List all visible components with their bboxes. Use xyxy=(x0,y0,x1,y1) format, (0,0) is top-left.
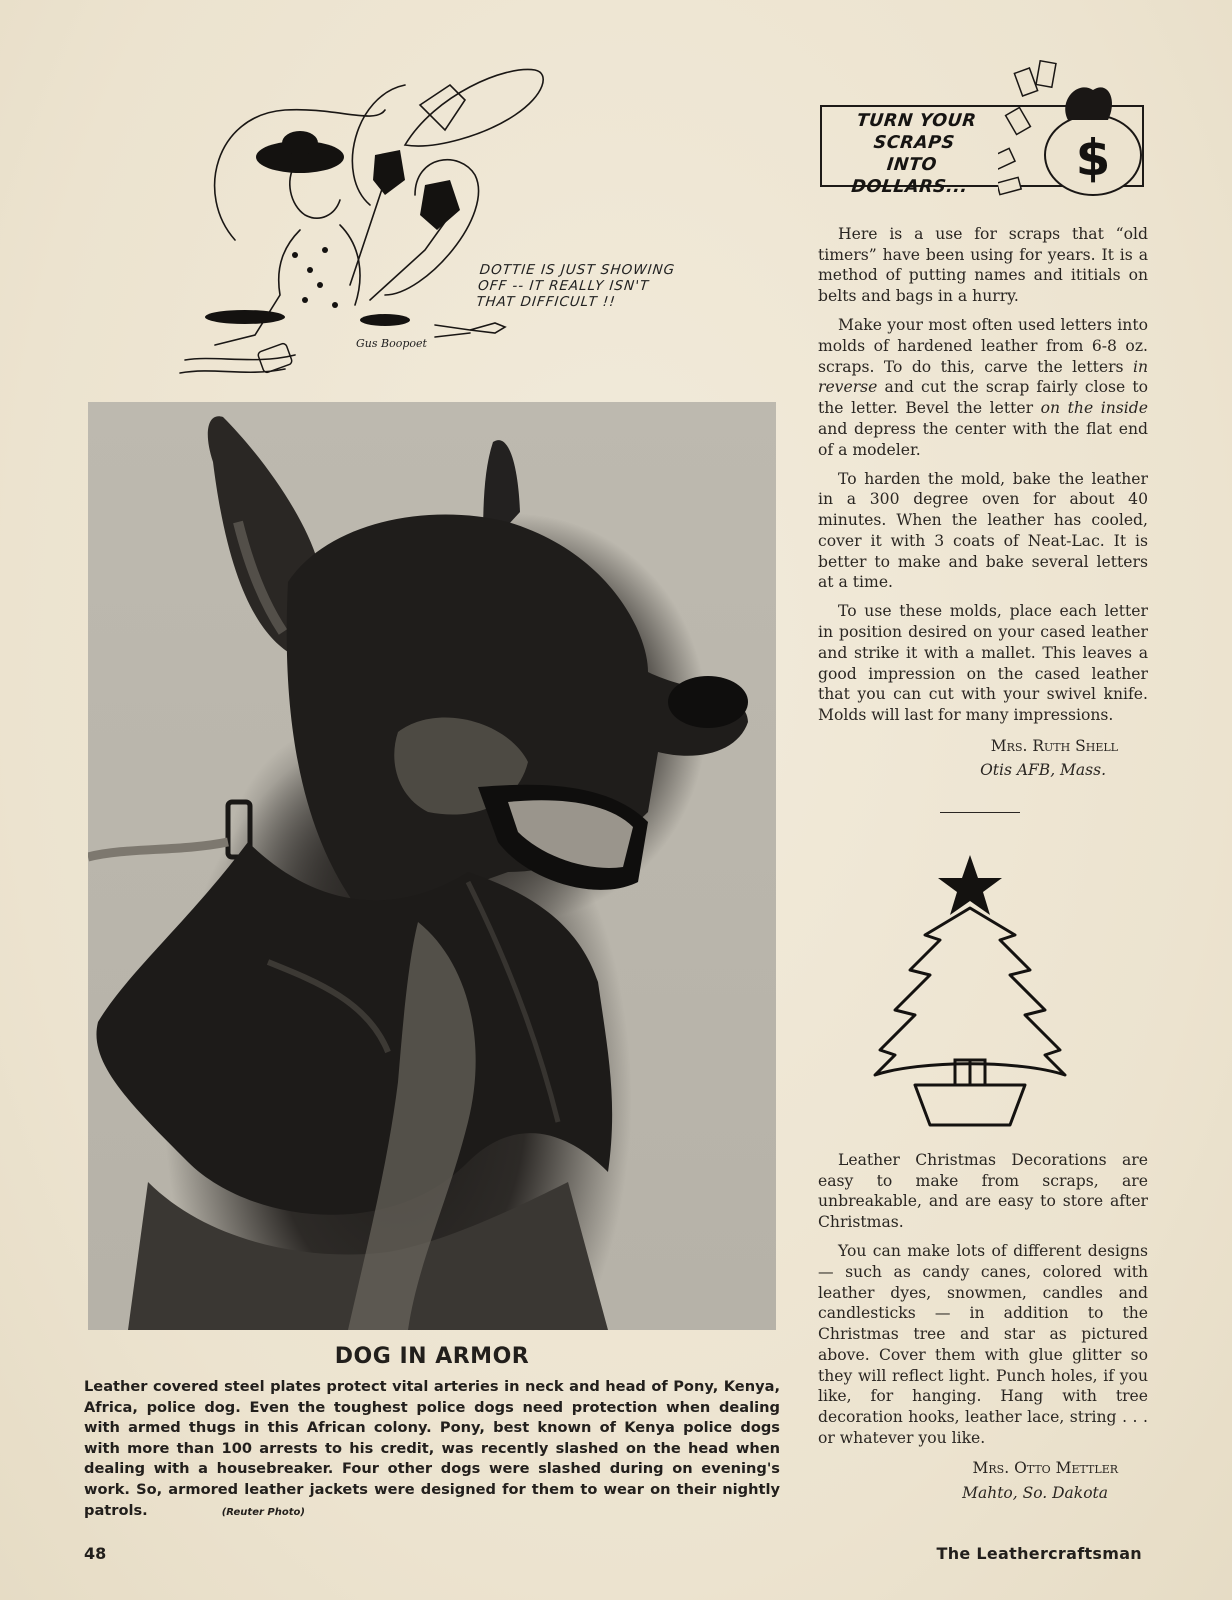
cartoon-caption xyxy=(475,262,720,310)
page-number: 48 xyxy=(84,1544,107,1563)
italic-run: on the inside xyxy=(1040,399,1148,418)
star-icon xyxy=(938,855,1002,915)
article-paragraph: To use these molds, place each letter in position desired on your cased leather and strike it with a mallet. This leaves a good impression on the cased leather that you can cut with your swivel knife. Molds will last for many impressions. xyxy=(818,602,1148,724)
author-name: Mrs. Otto Mettler xyxy=(972,1459,1118,1478)
article-paragraph: Here is a use for scraps that “old timers” have been using for years. It is a method of putting names and ititials on belts and bags in a hurry. xyxy=(818,225,1148,306)
text-run: Make your most often used letters into molds of hardened leather from 6-8 oz. scraps. To do this, carve the letters xyxy=(818,316,1148,376)
text-run: and depress the center with the flat end of a modeler. xyxy=(818,419,1148,459)
cartoon-caption-line: OFF -- IT REALLY ISN'T xyxy=(477,278,650,294)
banner-title xyxy=(823,110,1002,198)
dog-photo xyxy=(88,402,776,1330)
cowgirl-cartoon-icon xyxy=(175,55,735,385)
photo-credit: (Reuter Photo) xyxy=(221,1506,305,1518)
author-name: Mrs. Ruth Shell xyxy=(990,736,1118,755)
article-paragraph: Leather Christmas Decorations are easy to make from scraps, are unbreakable, and are easy to store after Christmas. xyxy=(818,1151,1148,1232)
scraps-banner xyxy=(818,60,1148,200)
svg-text:$: $ xyxy=(1075,129,1111,187)
scraps-article xyxy=(818,224,1148,781)
christmas-article xyxy=(818,1150,1148,1504)
magazine-title: The Leathercraftsman xyxy=(936,1544,1142,1563)
cartoon-caption-line: THAT DIFFICULT !! xyxy=(475,294,617,310)
cartoon-illustration xyxy=(175,55,735,385)
article-paragraph: You can make lots of different designs — such as candy canes, colored with leather dyes, snowmen, candles and candlesticks — in addition to the Christmas tree and star as pictured above. Cover them with glue glitter so they will reflect light. Punch holes, if you like, for hanging. Hang with tree decoration hooks, leather lace, string . . . or whatever you like. xyxy=(818,1242,1148,1447)
dog-article-caption xyxy=(84,1377,780,1523)
banner-line: INTO DOLLARS... xyxy=(850,155,969,197)
dog-article-title: DOG IN ARMOR xyxy=(334,1344,530,1369)
article-paragraph: To harden the mold, bake the leather in a 300 degree oven for about 40 minutes. When the leather has cooled, cover it with 3 coats of Neat-Lac. It is better to make and bake several letters at a time. xyxy=(818,469,1148,592)
text-run: and cut the scrap fairly close to the letter. Bevel the letter xyxy=(818,378,1148,418)
author-location: Otis AFB, Mass. xyxy=(980,761,1106,780)
cartoon-signature: Gus Boopoet xyxy=(356,337,427,350)
banner-line: TURN YOUR xyxy=(855,111,978,131)
christmas-tree-illustration xyxy=(870,850,1070,1140)
author-location: Mahto, So. Dakota xyxy=(962,1484,1108,1503)
money-bag-icon xyxy=(998,60,1148,200)
italic-run: in reverse xyxy=(818,357,1148,397)
dog-silhouette-icon xyxy=(88,402,776,1330)
section-divider xyxy=(940,812,1020,813)
banner-line: SCRAPS xyxy=(872,133,956,153)
dog-caption-text: Leather covered steel plates protect vital arteries in neck and head of Pony, Kenya, Africa, police dog. Even the toughest police dogs need protection when dealing with armed thugs in this African colony. Pony, best known of Kenya police dogs with more than 100 arrests to his credit, was recently slashed on the head when dealing with a housebreaker. Four other dogs were slashed during on evening's work. So, armored leather jackets were designed for them to wear on their nightly patrols. xyxy=(84,1378,780,1519)
christmas-tree-icon xyxy=(870,850,1070,1140)
article-paragraph xyxy=(818,315,1148,460)
cartoon-caption-line: DOTTIE IS JUST SHOWING xyxy=(478,262,676,278)
